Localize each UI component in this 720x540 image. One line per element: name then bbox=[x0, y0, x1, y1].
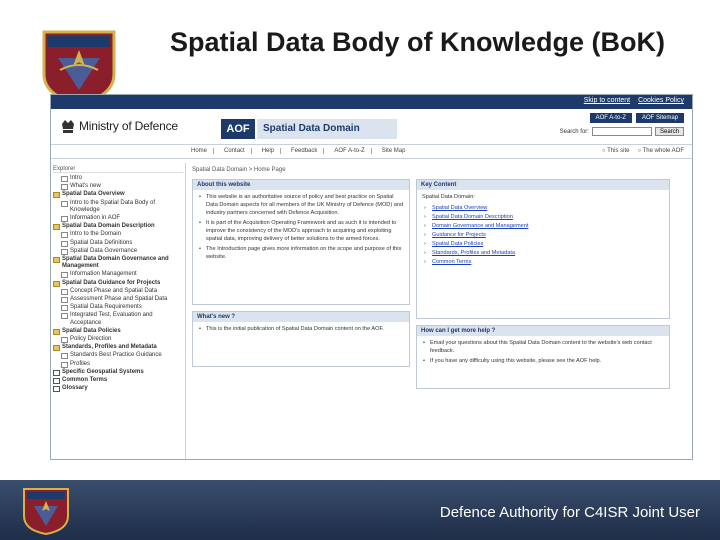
tree-item[interactable] bbox=[53, 296, 183, 303]
tree-item-label: Spatial Data Governance bbox=[70, 247, 138, 254]
document-icon bbox=[61, 289, 68, 295]
tree-item-label: Spatial Data Domain Governance and Management bbox=[62, 256, 169, 270]
document-icon bbox=[61, 201, 68, 207]
radio-whole-aof[interactable]: ○ The whole AOF bbox=[637, 148, 684, 154]
tree-item-label: Intro bbox=[70, 175, 83, 181]
checkbox-icon bbox=[53, 386, 60, 392]
search-input[interactable] bbox=[592, 127, 652, 136]
help-heading: How can I get more help ? bbox=[417, 326, 669, 336]
whats-new-panel bbox=[192, 311, 410, 367]
about-heading: About this website bbox=[193, 180, 409, 190]
explorer-tree bbox=[51, 163, 186, 459]
about-panel bbox=[192, 179, 410, 305]
tree-item[interactable] bbox=[53, 361, 183, 368]
key-link[interactable]: › Common Terms bbox=[422, 258, 664, 266]
nav-bar bbox=[51, 145, 692, 159]
explorer-header: Explorer bbox=[53, 166, 183, 173]
tree-item[interactable] bbox=[53, 248, 183, 255]
tree-item-label: Spatial Data Policies bbox=[62, 327, 121, 334]
tree-item-label: Information in AOF bbox=[70, 215, 121, 222]
tree-item-label: Glossary bbox=[62, 385, 88, 392]
help-bullet: • If you have any difficulty using this website, please see the AOF help. bbox=[422, 357, 664, 365]
key-link[interactable]: › Domain Governance and Management bbox=[422, 222, 664, 230]
aof-a-to-z-button[interactable]: AOF A-to-Z bbox=[590, 113, 632, 123]
tree-item-label: Integrated Test, Evaluation and Acceptance bbox=[70, 312, 153, 326]
tree-item[interactable] bbox=[53, 256, 183, 270]
key-content-panel bbox=[416, 179, 670, 319]
nav-contact[interactable]: Contact bbox=[224, 148, 252, 154]
about-bullet: • This website is an authoritative source of policy and best practice on Spatial Data Domain aspects for all members of the UK Ministry of Defence (MOD) and industry partners concerned with Defence Acquisition. bbox=[198, 193, 404, 217]
document-icon bbox=[61, 362, 68, 368]
skip-to-content-link[interactable]: Skip to content bbox=[583, 97, 631, 104]
tree-item-label: Standards, Profiles and Metadata bbox=[62, 344, 157, 351]
org-name: Ministry of Defence bbox=[79, 119, 178, 133]
nav-feedback[interactable]: Feedback bbox=[291, 148, 324, 154]
folder-icon bbox=[53, 192, 60, 198]
key-link[interactable]: › Spatial Data Overview bbox=[422, 204, 664, 212]
tree-item[interactable] bbox=[53, 271, 183, 278]
tree-item[interactable] bbox=[53, 280, 183, 287]
key-link[interactable]: › Spatial Data Policies bbox=[422, 240, 664, 248]
tree-item-label: Spatial Data Overview bbox=[62, 191, 125, 198]
document-icon bbox=[61, 272, 68, 278]
tree-item[interactable] bbox=[53, 183, 183, 190]
footer-text: Defence Authority for C4ISR Joint User bbox=[439, 504, 700, 521]
tree-item[interactable] bbox=[53, 352, 183, 359]
site-header bbox=[51, 109, 692, 145]
tree-item-label: Standards Best Practice Guidance bbox=[70, 352, 162, 359]
tree-item[interactable] bbox=[53, 175, 183, 182]
cookies-policy-link[interactable]: Cookies Policy bbox=[638, 97, 684, 104]
document-icon bbox=[61, 305, 68, 311]
slide-title: Spatial Data Body of Knowledge (BoK) bbox=[170, 27, 666, 57]
key-content-intro: Spatial Data Domain: bbox=[422, 194, 475, 200]
tree-item[interactable] bbox=[53, 215, 183, 222]
tree-item-label: Common Terms bbox=[62, 377, 108, 384]
document-icon bbox=[61, 176, 68, 182]
document-icon bbox=[61, 337, 68, 343]
document-icon bbox=[61, 216, 68, 222]
tree-item[interactable] bbox=[53, 240, 183, 247]
nav-home[interactable]: Home bbox=[191, 148, 214, 154]
tree-item[interactable] bbox=[53, 223, 183, 230]
tree-item[interactable] bbox=[53, 344, 183, 351]
mod-logo[interactable] bbox=[61, 117, 178, 135]
nav-help[interactable]: Help bbox=[262, 148, 281, 154]
key-link[interactable]: › Standards, Profiles and Metadata bbox=[422, 249, 664, 257]
search-label: Search for: bbox=[559, 128, 589, 135]
key-link[interactable]: › Spatial Data Domain Description bbox=[422, 213, 664, 221]
document-icon bbox=[61, 297, 68, 303]
tree-item-label: Specific Geospatial Systems bbox=[62, 368, 144, 375]
tree-item[interactable] bbox=[53, 304, 183, 311]
folder-icon bbox=[53, 257, 60, 263]
tree-item-label: Information Management bbox=[70, 271, 137, 278]
help-bullet: • Email your questions about this Spatial Data Domain content to the website's web contact feedback. bbox=[422, 339, 664, 355]
nav-a-to-z[interactable]: AOF A-to-Z bbox=[334, 148, 371, 154]
folder-icon bbox=[53, 345, 60, 351]
tree-item[interactable] bbox=[53, 231, 183, 238]
checkbox-icon bbox=[53, 378, 60, 384]
tree-item-label: Concept Phase and Spatial Data bbox=[70, 287, 158, 294]
main-content bbox=[186, 163, 692, 459]
about-bullet: • It is part of the Acquisition Operating Framework and as such it is intended to improve the consistency of the MOD's approach to acquiring and exploiting spatial data, improving delivery of better solutions to the armed forces. bbox=[198, 219, 404, 243]
key-content-heading: Key Content bbox=[417, 180, 669, 190]
tree-item[interactable] bbox=[53, 377, 183, 384]
tree-item-label: Intro to the Spatial Data Body of Knowledge bbox=[70, 199, 156, 213]
domain-banner: Spatial Data Domain bbox=[257, 119, 397, 139]
aof-sitemap-button[interactable]: AOF Sitemap bbox=[636, 113, 684, 123]
tree-item-label: Assessment Phase and Spatial Data bbox=[70, 296, 168, 303]
search-button[interactable]: Search bbox=[655, 127, 684, 136]
tree-item-label: Spatial Data Domain Description bbox=[62, 223, 155, 230]
tree-item-label: Intro to the Domain bbox=[70, 231, 122, 238]
tree-item-label: Spatial Data Definitions bbox=[70, 239, 133, 246]
radio-this-site[interactable]: ○ This site bbox=[601, 148, 630, 154]
whats-new-heading: What's new ? bbox=[193, 312, 409, 322]
tree-item-label: What's new bbox=[70, 183, 101, 190]
nav-site-map[interactable]: Site Map bbox=[381, 148, 406, 154]
document-icon bbox=[61, 232, 68, 238]
tree-item[interactable] bbox=[53, 385, 183, 392]
document-icon bbox=[61, 313, 68, 319]
key-link[interactable]: › Guidance for Projects bbox=[422, 231, 664, 239]
tree-item[interactable] bbox=[53, 200, 183, 214]
tree-item-label: Policy Direction bbox=[70, 336, 112, 343]
tree-item[interactable] bbox=[53, 369, 183, 376]
website-screenshot bbox=[50, 94, 693, 460]
tree-item[interactable] bbox=[53, 191, 183, 198]
top-link-bar bbox=[51, 95, 692, 109]
help-panel bbox=[416, 325, 670, 389]
footer-crest-icon bbox=[20, 484, 72, 536]
tree-item[interactable] bbox=[53, 312, 183, 326]
document-icon bbox=[61, 241, 68, 247]
tree-list bbox=[53, 175, 183, 392]
tree-item-label: Spatial Data Guidance for Projects bbox=[62, 279, 161, 286]
radio-this-site-label: This site bbox=[607, 148, 630, 154]
tree-item-label: Spatial Data Requirements bbox=[70, 304, 142, 311]
tree-item[interactable] bbox=[53, 288, 183, 295]
tree-item[interactable] bbox=[53, 336, 183, 343]
aof-badge[interactable]: AOF bbox=[221, 119, 255, 139]
radio-whole-aof-label: The whole AOF bbox=[642, 148, 684, 154]
folder-icon bbox=[53, 329, 60, 335]
folder-icon bbox=[53, 224, 60, 230]
folder-icon bbox=[53, 281, 60, 287]
crown-crest-icon bbox=[61, 117, 75, 135]
about-bullet: • The Introduction page gives more information on the scope and purpose of this website. bbox=[198, 245, 404, 261]
document-icon bbox=[61, 353, 68, 359]
document-icon bbox=[61, 184, 68, 190]
whats-new-bullet: • This is the initial publication of Spatial Data Domain content on the AOF. bbox=[198, 325, 404, 333]
breadcrumb[interactable]: Spatial Data Domain > Home Page bbox=[192, 167, 286, 173]
document-icon bbox=[61, 249, 68, 255]
tree-item[interactable] bbox=[53, 328, 183, 335]
tree-item-label: Profiles bbox=[70, 360, 91, 367]
checkbox-icon bbox=[53, 370, 60, 376]
